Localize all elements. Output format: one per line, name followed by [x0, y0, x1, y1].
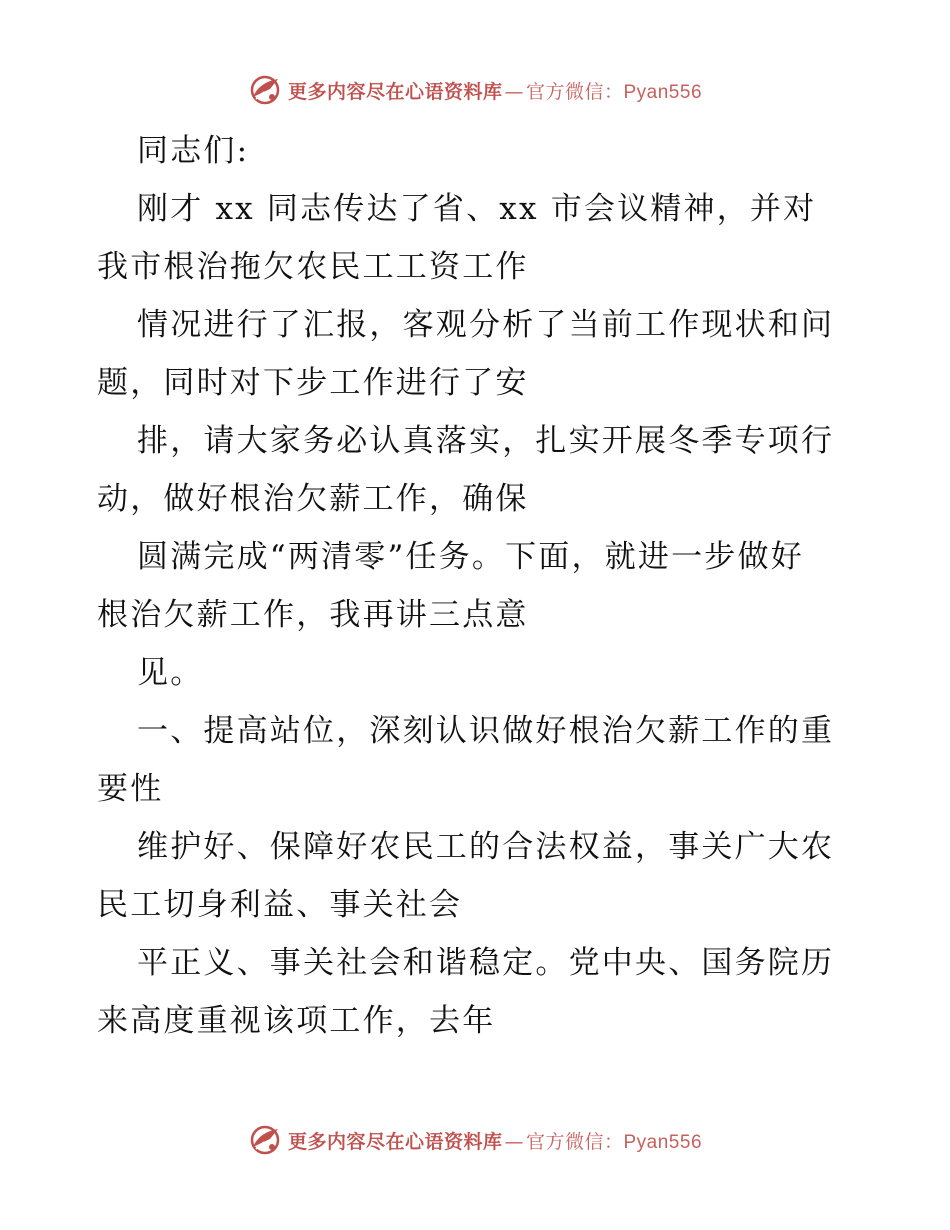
pen-logo-icon [248, 1123, 282, 1157]
text-line: 排，请大家务必认真落实，扎实开展冬季专项行 [137, 423, 835, 459]
footer-suffix: 官方微信： [525, 1130, 624, 1153]
text-line: 刚才 xx 同志传达了省、xx 市会议精神，并对 [137, 191, 817, 227]
header-separator: — [504, 80, 524, 103]
pen-logo-icon [248, 73, 282, 107]
text-line: 维护好、保障好农民工的合法权益，事关广大农 [137, 829, 835, 865]
text-line: 根治欠薪工作，我再讲三点意 [97, 597, 529, 633]
header-brand: 更多内容尽在心语资料库 [287, 80, 503, 103]
footer-brand: 更多内容尽在心语资料库 [287, 1130, 503, 1153]
text-line: 我市根治拖欠农民工工资工作 [97, 249, 529, 285]
header-watermark [0, 70, 950, 110]
text-line: 平正义、事关社会和谐稳定。党中央、国务院历 [137, 945, 835, 981]
footer-watermark-text [288, 1127, 702, 1154]
text-line: 情况进行了汇报，客观分析了当前工作现状和问 [137, 307, 835, 343]
text-line: 见。 [137, 655, 204, 691]
footer-separator: — [504, 1130, 524, 1153]
text-line: 题，同时对下步工作进行了安 [97, 365, 529, 401]
text-line: 动，做好根治欠薪工作，确保 [97, 481, 529, 517]
section-heading: 一、提高站位，深刻认识做好根治欠薪工作的重 [137, 713, 835, 749]
header-watermark-text [288, 77, 702, 104]
text-line: 同志们: [137, 133, 250, 169]
text-line: 来高度重视该项工作，去年 [97, 1003, 496, 1039]
section-heading-cont: 要性 [97, 771, 164, 807]
header-wechat-id: Pyan556 [623, 81, 703, 103]
header-suffix: 官方微信： [525, 80, 624, 103]
document-body [97, 122, 857, 1050]
footer-wechat-id: Pyan556 [623, 1131, 703, 1153]
footer-watermark [0, 1120, 950, 1160]
text-line: 民工切身利益、事关社会 [97, 887, 463, 923]
text-line: 圆满完成“两清零”任务。下面，就进一步做好 [137, 539, 804, 575]
